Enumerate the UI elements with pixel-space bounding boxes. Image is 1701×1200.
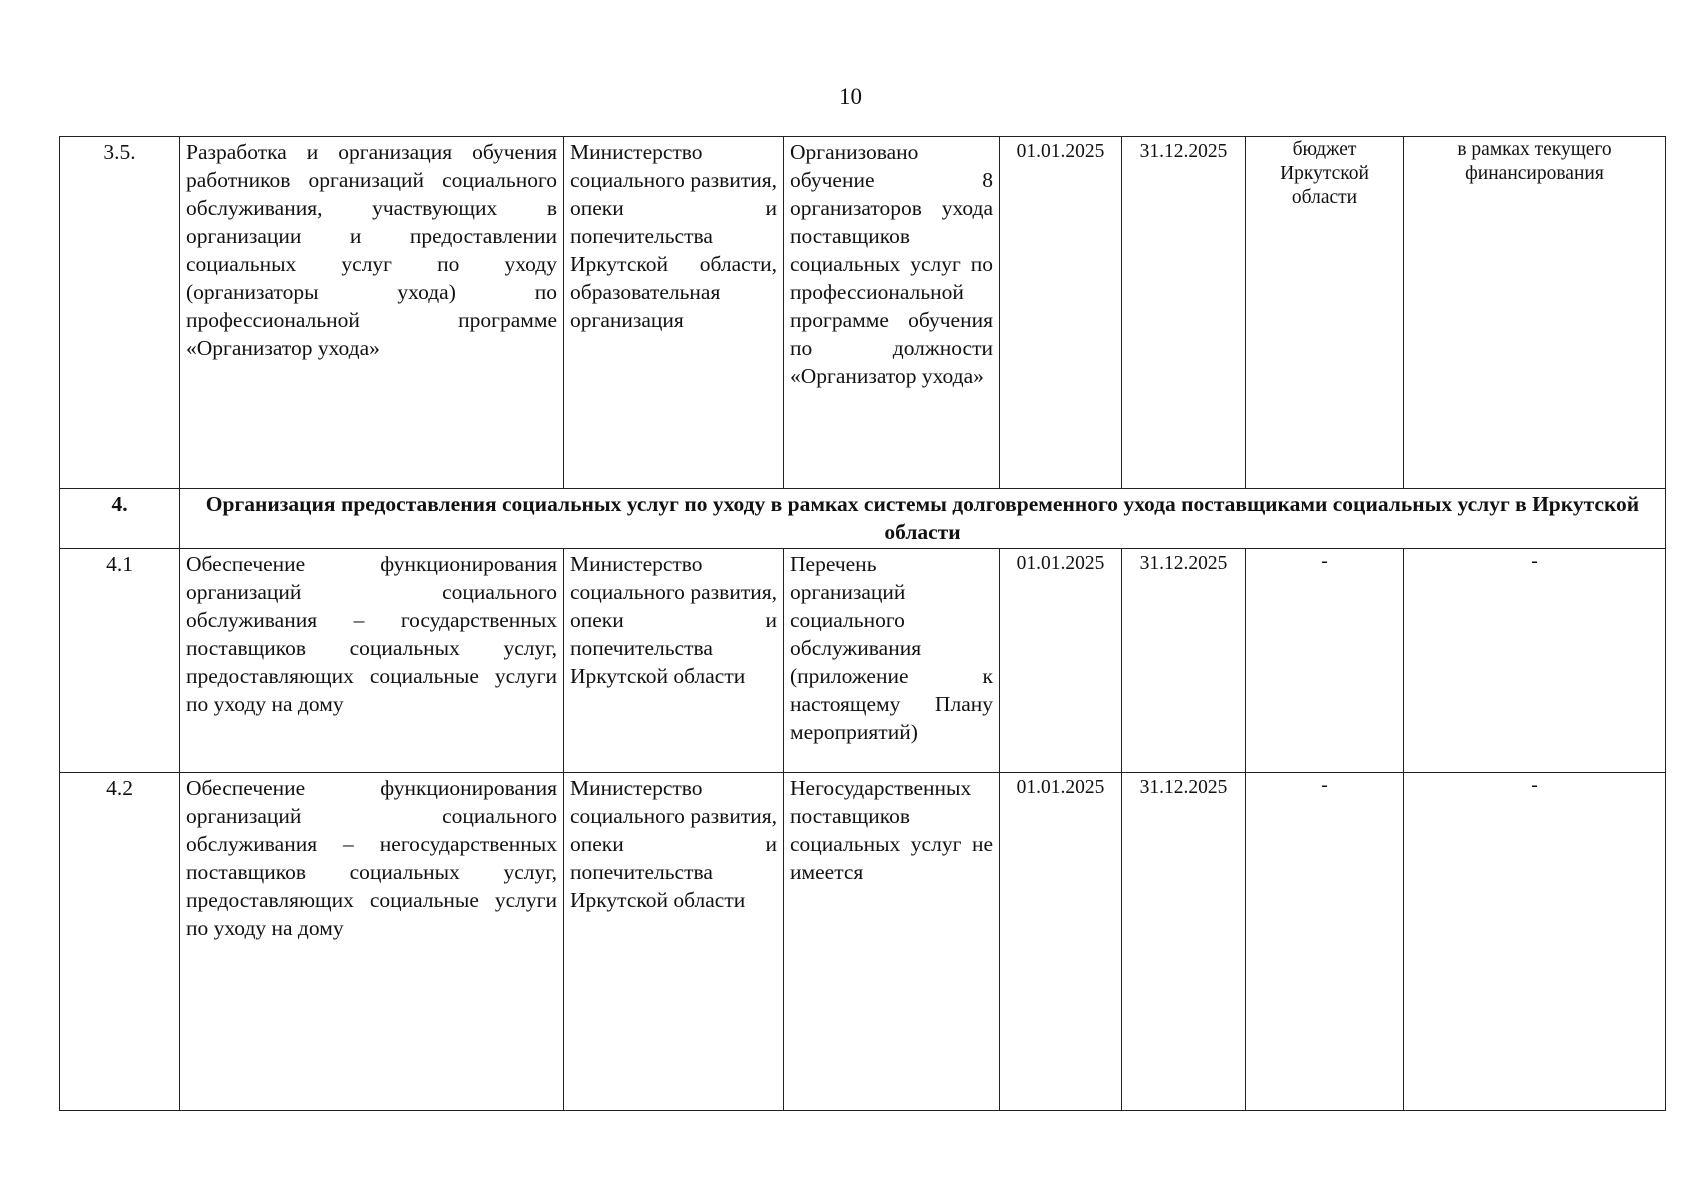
row-number: 3.5. [60,137,180,489]
result-cell: Негосударственных поставщиков социальных услуг не имеется [784,773,1000,1111]
table-row [60,773,1666,1111]
section-number: 4. [60,489,180,549]
start-date-cell: 01.01.2025 [1000,549,1122,773]
page-number: 10 [839,84,862,109]
funding-amount-cell: - [1404,549,1666,773]
end-date-cell: 31.12.2025 [1122,137,1246,489]
result-cell: Организовано обучение 8 организаторов ухода поставщиков социальных услуг по профессиональной программе обучения по должности «Организатор ухода» [784,137,1000,489]
section-row [60,489,1666,549]
funding-amount-cell: в рамках текущего финансирования [1404,137,1666,489]
activity-cell: Обеспечение функционирования организаций социального обслуживания – негосударственных поставщиков социальных услуг, предоставляющих социальные услуги по уходу на дому [180,773,564,1111]
activity-cell: Обеспечение функционирования организаций социального обслуживания – государственных поставщиков социальных услуг, предоставляющих социальные услуги по уходу на дому [180,549,564,773]
row-number: 4.1 [60,549,180,773]
responsible-cell: Министерство социального развития, опеки и попечительства Иркутской области, образовательная организация [564,137,784,489]
section-title: Организация предоставления социальных услуг по уходу в рамках системы долговременного ухода поставщиками социальных услуг в Иркутской области [180,489,1666,549]
start-date-cell: 01.01.2025 [1000,773,1122,1111]
result-cell: Перечень организаций социального обслуживания (приложение к настоящему Плану мероприятий) [784,549,1000,773]
funding-amount-cell: - [1404,773,1666,1111]
funding-source-cell: - [1246,549,1404,773]
funding-source-cell: - [1246,773,1404,1111]
end-date-cell: 31.12.2025 [1122,549,1246,773]
table-row [60,137,1666,489]
responsible-cell: Министерство социального развития, опеки и попечительства Иркутской области [564,549,784,773]
start-date-cell: 01.01.2025 [1000,137,1122,489]
end-date-cell: 31.12.2025 [1122,773,1246,1111]
activity-cell: Разработка и организация обучения работников организаций социального обслуживания, участвующих в организации и предоставлении социальных услуг по уходу (организаторы ухода) по профессиональной программе «Организатор ухода» [180,137,564,489]
funding-source-cell: бюджет Иркутской области [1246,137,1404,489]
responsible-cell: Министерство социального развития, опеки и попечительства Иркутской области [564,773,784,1111]
table-row [60,549,1666,773]
row-number: 4.2 [60,773,180,1111]
activity-plan-table [59,136,1666,1111]
